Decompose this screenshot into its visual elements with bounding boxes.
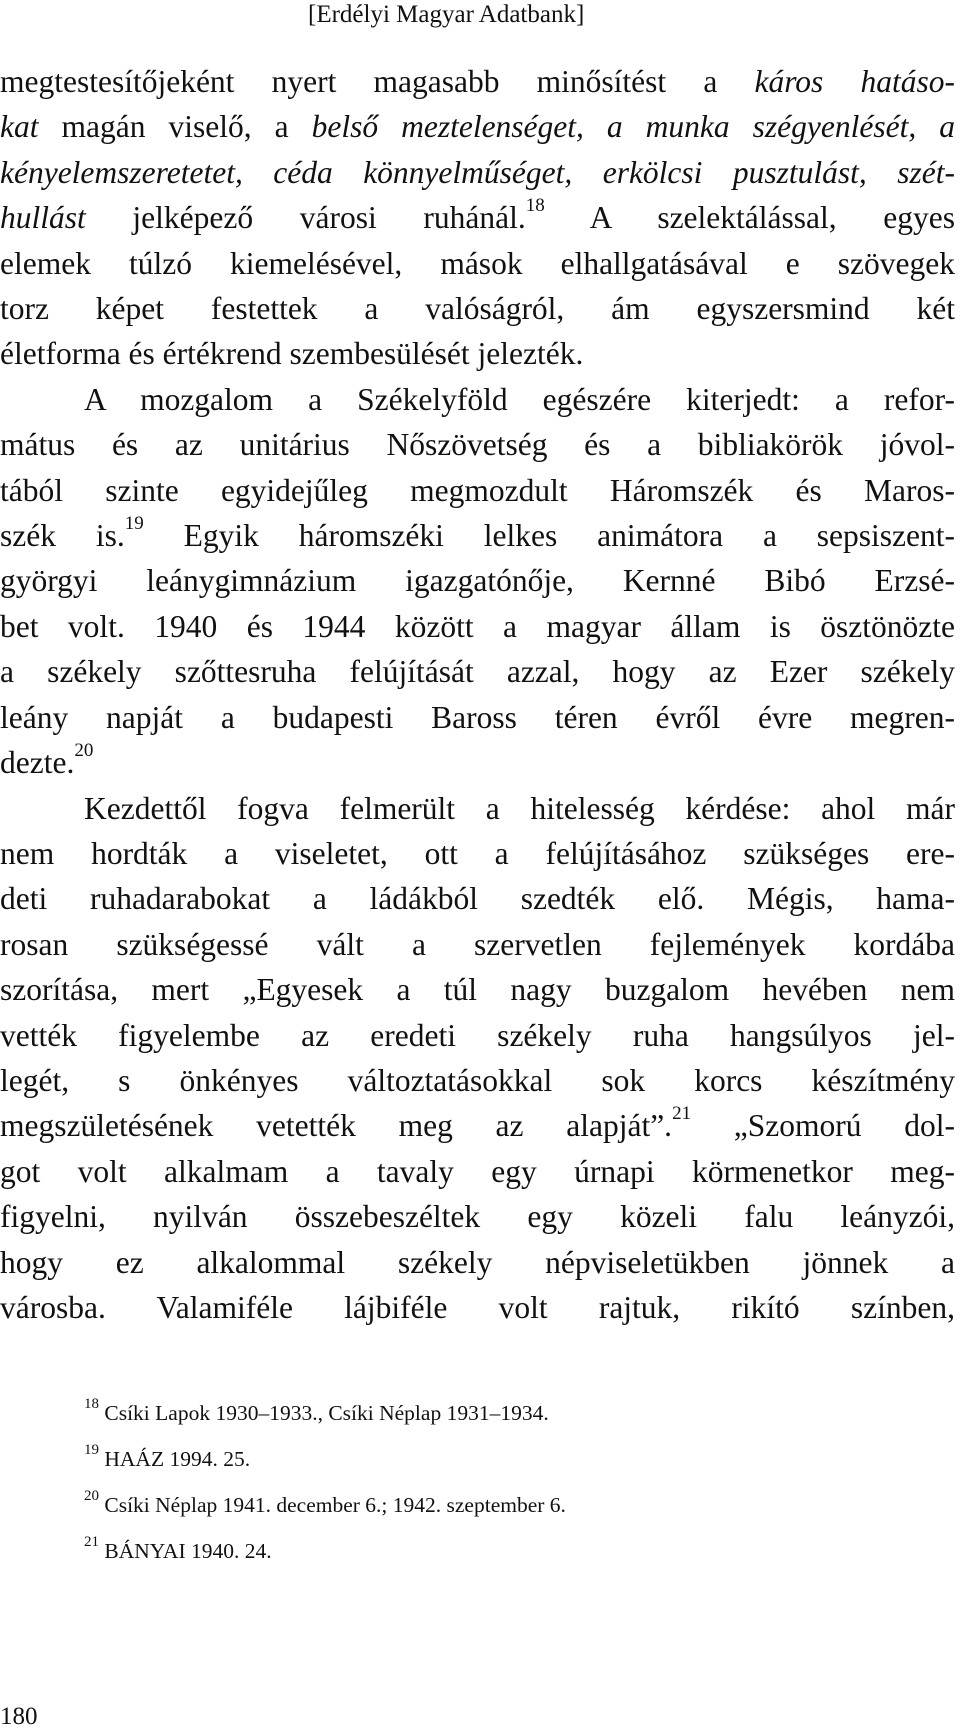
text-line: torz képet festettek a valóságról, ám egyszersmind két	[0, 291, 955, 327]
body-text	[0, 59, 955, 1330]
text-line	[0, 195, 955, 240]
text-line: elemek túlzó kiemelésével, mások elhallgatásával e szövegek	[0, 245, 955, 281]
italic-run: hullást	[0, 200, 86, 236]
text-run: dezte.	[0, 745, 75, 781]
text-run: „Szomorú dol-	[691, 1108, 956, 1144]
text-line	[0, 150, 955, 195]
footnote	[84, 1482, 924, 1528]
text-line	[0, 59, 955, 104]
text-line: nem hordták a viseletet, ott a felújításához szükséges ere-	[0, 835, 955, 871]
footnote-number: 19	[84, 1441, 99, 1458]
text-line: mátus és az unitárius Nőszövetség és a bibliakörök jóvol-	[0, 427, 955, 463]
text-line: tából szinte egyidejűleg megmozdult Háromszék és Maros-	[0, 472, 955, 508]
footnote-ref: 19	[124, 512, 144, 534]
footnote-text: Csíki Néplap 1941. december 6.; 1942. szeptember 6.	[99, 1493, 566, 1517]
text-line: szorítása, mert „Egyesek a túl nagy buzgalom hevében nem	[0, 972, 955, 1008]
text-line: A mozgalom a Székelyföld egészére kiterjedt: a refor-	[84, 381, 955, 417]
text-run: Egyik háromszéki lelkes animátora a sepsiszent-	[143, 518, 956, 554]
footnote-number: 18	[84, 1395, 99, 1412]
footnote-number: 21	[84, 1533, 99, 1550]
text-line	[0, 740, 955, 785]
text-line: városba. Valamiféle lájbiféle volt rajtuk, rikító színben,	[0, 1289, 955, 1325]
text-run: megtestesítőjeként nyert magasabb minősítést a	[0, 64, 755, 99]
text-line: Kezdettől fogva felmerült a hitelesség kérdése: ahol már	[84, 790, 955, 826]
italic-run: káros hatáso-	[754, 64, 955, 99]
footnotes	[84, 1390, 924, 1574]
italic-run: kat	[0, 109, 39, 145]
footnote-text: Csíki Lapok 1930–1933., Csíki Néplap 1931–1934.	[99, 1401, 549, 1425]
text-line	[0, 1103, 955, 1148]
text-run: szék is.	[0, 518, 125, 554]
text-line: legét, s önkényes változtatásokkal sok korcs készítmény	[0, 1062, 955, 1098]
page-number: 180	[0, 1703, 38, 1730]
text-line: a székely szőttesruha felújítását azzal, hogy az Ezer székely	[0, 654, 955, 690]
text-line	[0, 104, 955, 149]
text-line: figyelni, nyilván összebeszéltek egy közeli falu leányzói,	[0, 1199, 955, 1235]
text-line: vették figyelembe az eredeti székely ruha hangsúlyos jel-	[0, 1017, 955, 1053]
footnote	[84, 1436, 924, 1482]
footnote-text: BÁNYAI 1940. 24.	[99, 1539, 272, 1563]
footnote	[84, 1390, 924, 1436]
footnote-text: HAÁZ 1994. 25.	[99, 1447, 251, 1471]
italic-run: belső meztelenséget, a munka szégyenlését, a	[311, 109, 955, 145]
footnote	[84, 1528, 924, 1574]
text-line: életforma és értékrend szembesülését jelezték.	[0, 336, 584, 372]
text-line: hogy ez alkalommal székely népviseletükben jönnek a	[0, 1244, 955, 1280]
text-run: magán viselő, a	[38, 109, 312, 145]
paragraph	[0, 786, 955, 1331]
text-run: jelképező városi ruhánál.	[85, 200, 526, 236]
text-run: A szelektálással, egyes	[544, 200, 955, 236]
running-header: [Erdélyi Magyar Adatbank]	[308, 1, 585, 28]
text-line: leány napját a budapesti Baross téren évről évre megren-	[0, 699, 955, 735]
text-line: deti ruhadarabokat a ládákból szedték elő. Mégis, hama-	[0, 881, 955, 917]
text-line: györgyi leánygimnázium igazgatónője, Kernné Bibó Erzsé-	[0, 563, 955, 599]
paragraph	[0, 59, 955, 377]
paragraph	[0, 377, 955, 786]
text-line: got volt alkalmam a tavaly egy úrnapi körmenetkor meg-	[0, 1153, 955, 1189]
text-run: megszületésének vetették meg az alapját”.	[0, 1108, 673, 1144]
text-line: rosan szükségessé vált a szervetlen fejlemények kordába	[0, 926, 955, 962]
footnote-ref: 21	[672, 1102, 692, 1124]
text-line: bet volt. 1940 és 1944 között a magyar állam is ösztönözte	[0, 608, 955, 644]
text-line	[0, 513, 955, 558]
footnote-ref: 18	[525, 194, 545, 216]
italic-run: kényelemszeretetet, céda könnyelműséget, erkölcsi pusztulást, szét-	[0, 154, 955, 190]
footnote-number: 20	[84, 1487, 99, 1504]
footnote-ref: 20	[74, 739, 94, 761]
